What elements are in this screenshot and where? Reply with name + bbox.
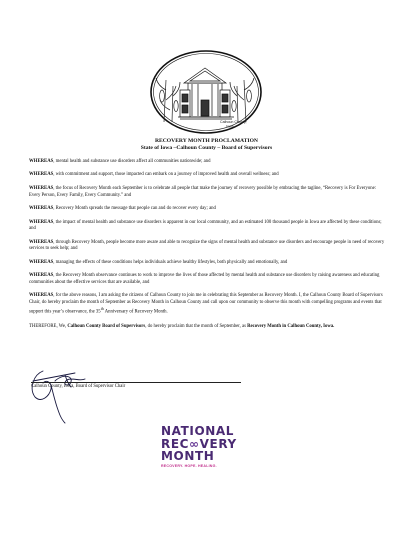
whereas-keyword: WHEREAS [29, 159, 54, 164]
therefore-paragraph [29, 324, 385, 331]
therefore-recovery-month: Recovery Month in Calhoun County, Iowa. [247, 323, 335, 329]
whereas-paragraph [29, 260, 385, 267]
whereas-paragraph [29, 206, 385, 213]
whereas-keyword: WHEREAS [29, 273, 54, 279]
ordinal-suffix: th [100, 306, 104, 312]
paragraph-text: , managing the effects of these conditions helps individuals achieve healthy lifestyles, both physically and emotionally, and [53, 259, 288, 265]
national-recovery-month-logo [161, 425, 261, 469]
paragraph-text: , Recovery Month spreads the message that people can and do recover every day; and [53, 206, 216, 212]
logo-line-national: NATIONAL [161, 424, 235, 438]
whereas-keyword: WHEREAS [29, 293, 54, 299]
whereas-paragraph-final [29, 293, 385, 316]
whereas-keyword: WHEREAS [29, 239, 54, 245]
paragraph-text-end: Anniversary of Recovery Month. [103, 310, 168, 316]
whereas-paragraph [29, 186, 385, 199]
proclamation-title: RECOVERY MONTH PROCLAMATION [155, 138, 258, 144]
seal-text-line2: Iowa [226, 124, 234, 129]
paragraph-text: , the impact of mental health and substance use disorders is apparent in our local community, and an estimated 100 thousand people in Iowa are affected by these conditions; and [29, 219, 382, 232]
whereas-paragraph [29, 159, 385, 166]
logo-tagline: RECOVERY. HOPE. HEALING. [161, 463, 217, 468]
proclamation-body [29, 159, 385, 337]
therefore-text-1: THEREFORE, We, [29, 323, 68, 329]
infinity-icon: ∞ [189, 436, 200, 451]
handwritten-signature-icon [25, 367, 93, 427]
paragraph-text: , through Recovery Month, people become more aware and able to recognize the signs of mental health and substance use disorders and encourage people in need of recovery services to seek help; and [29, 239, 385, 252]
seal-text-line1: Calhoun County, [220, 120, 247, 124]
whereas-paragraph [29, 220, 385, 233]
paragraph-text: , the focus of Recovery Month each September is to celebrate all people that make the journey of recovery possible by embracing the tagline, “Recovery is For Everyone: Every Person, Every Family, Every Community.” and [29, 185, 377, 198]
paragraph-text: , the Recovery Month observance continues to work to improve the lives of those affected by mental health and substance use disorders by raising awareness and educating communities about the effective services that are available, and [29, 273, 380, 285]
whereas-paragraph [29, 240, 385, 253]
logo-text-rec: REC [161, 436, 190, 451]
whereas-keyword: WHEREAS [29, 185, 54, 191]
whereas-paragraph [29, 273, 385, 286]
logo-text-very: VERY [199, 436, 237, 451]
county-seal-icon [150, 50, 262, 134]
therefore-board-name: Calhoun County Board of Supervisors [67, 323, 146, 329]
paragraph-text: , mental health and substance use disorders affect all communities nationwide; and [53, 159, 211, 164]
whereas-paragraph [29, 172, 385, 179]
signature-caption: Calhoun County, Iowa, Board of Supervisor Chair [31, 384, 126, 389]
whereas-keyword: WHEREAS [29, 172, 54, 178]
signature-line [31, 382, 241, 383]
logo-line-month: MONTH [161, 449, 215, 464]
proclamation-subtitle: State of Iowa –Calhoun County – Board of Supervisors [140, 145, 273, 151]
paragraph-text: , for the above reasons, I am asking the citizens of Calhoun County to join me in celebrating this September as Recovery Month. I, the Calhoun County Board of Supervisors Chair, do hereby proclaim the month of September as Recovery Month in Calhoun County and call upon our community to observe this month with compelling programs and events that support this year’s observance, the 35 [29, 293, 383, 316]
paragraph-text: , with commitment and support, those impacted can embark on a journey of improved health and overall wellness; and [53, 172, 279, 178]
therefore-text-3: , do hereby proclaim that the month of September, as [145, 323, 248, 329]
whereas-keyword: WHEREAS [29, 206, 54, 212]
whereas-keyword: WHEREAS [29, 219, 54, 225]
whereas-keyword: WHEREAS [29, 259, 54, 265]
